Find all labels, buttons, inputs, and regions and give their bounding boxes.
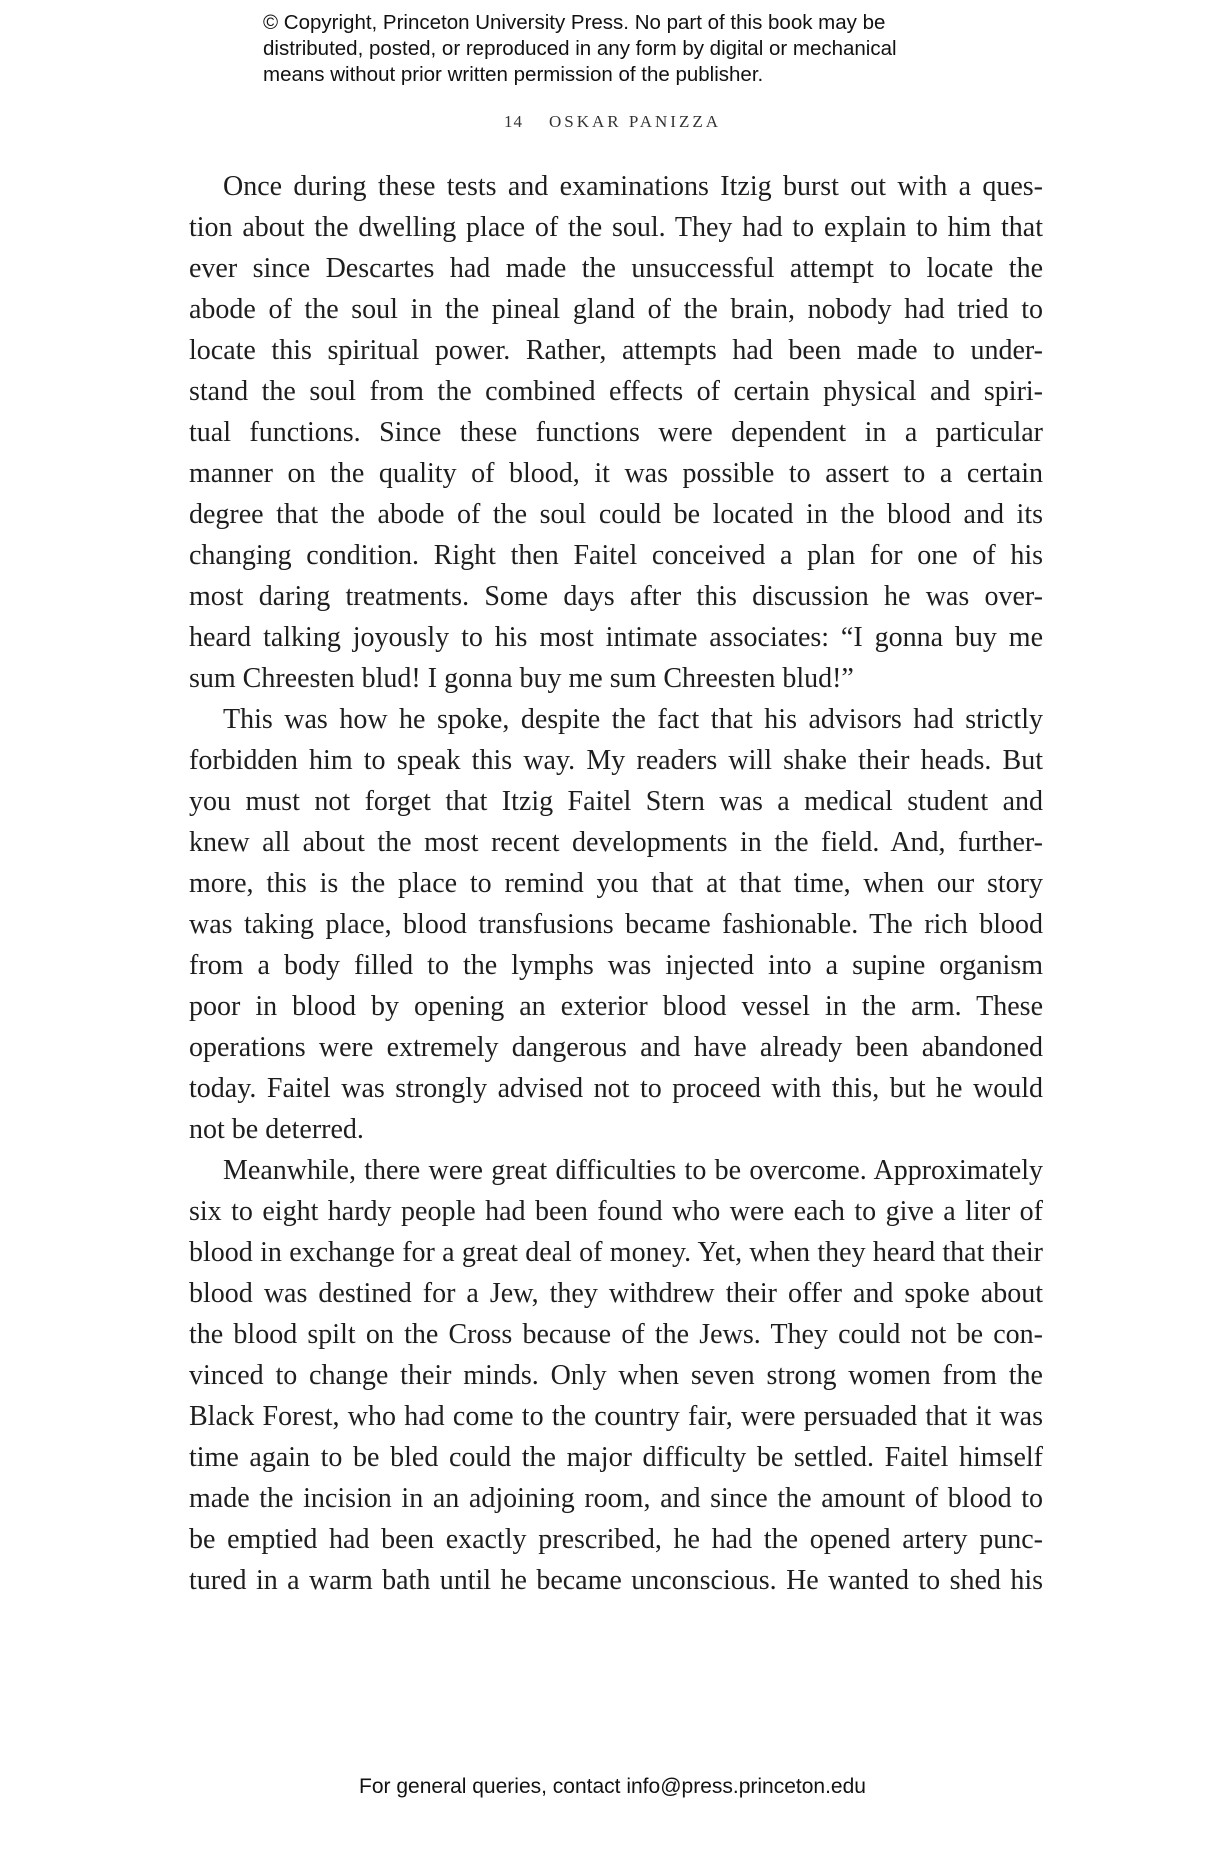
text-line: not be deterred.: [189, 1114, 364, 1145]
text-line: operations were extremely dangerous and have already been abandoned: [189, 1032, 1043, 1063]
text-line: tual functions. Since these functions were dependent in a particular: [189, 417, 1043, 448]
copyright-line: means without prior written permission of the publisher.: [263, 63, 764, 86]
text-line: be emptied had been exactly prescribed, he had the opened artery punc-: [189, 1524, 1043, 1555]
copyright-line: distributed, posted, or reproduced in any form by digital or mechanical: [263, 37, 897, 60]
body-text: [189, 166, 1043, 1601]
copyright-notice: [263, 10, 1023, 88]
text-line: time again to be bled could the major difficulty be settled. Faitel himself: [189, 1442, 1043, 1473]
text-line: heard talking joyously to his most intimate associates: “I gonna buy me: [189, 622, 1043, 653]
text-line: knew all about the most recent developments in the field. And, further-: [189, 827, 1043, 858]
text-line: tured in a warm bath until he became unconscious. He wanted to shed his: [189, 1565, 1043, 1596]
text-line: you must not forget that Itzig Faitel Stern was a medical student and: [189, 786, 1043, 817]
text-line: poor in blood by opening an exterior blood vessel in the arm. These: [189, 991, 1043, 1022]
text-line: sum Chreesten blud! I gonna buy me sum Chreesten blud!”: [189, 663, 854, 694]
text-line: blood in exchange for a great deal of money. Yet, when they heard that their: [189, 1237, 1043, 1268]
text-line: vinced to change their minds. Only when seven strong women from the: [189, 1360, 1043, 1391]
page-number: 14: [503, 112, 523, 131]
footer-contact: For general queries, contact info@press.princeton.edu: [359, 1775, 866, 1798]
text-line: blood was destined for a Jew, they withdrew their offer and spoke about: [189, 1278, 1043, 1309]
text-line: forbidden him to speak this way. My readers will shake their heads. But: [189, 745, 1043, 776]
text-line: more, this is the place to remind you that at that time, when our story: [189, 868, 1043, 899]
text-line: Meanwhile, there were great difficulties to be overcome. Approximately: [223, 1155, 1043, 1186]
text-line: degree that the abode of the soul could be located in the blood and its: [189, 499, 1043, 530]
text-line: most daring treatments. Some days after this discussion he was over-: [189, 581, 1043, 612]
running-head-author: OSKAR PANIZZA: [548, 112, 722, 131]
text-line: today. Faitel was strongly advised not to proceed with this, but he would: [189, 1073, 1043, 1104]
text-line: locate this spiritual power. Rather, attempts had been made to under-: [189, 335, 1043, 366]
text-line: the blood spilt on the Cross because of the Jews. They could not be con-: [189, 1319, 1043, 1350]
text-line: changing condition. Right then Faitel conceived a plan for one of his: [189, 540, 1043, 571]
text-line: Black Forest, who had come to the country fair, were persuaded that it was: [189, 1401, 1043, 1432]
text-line: manner on the quality of blood, it was possible to assert to a certain: [189, 458, 1043, 489]
running-head: [0, 112, 1225, 132]
text-line: was taking place, blood transfusions became fashionable. The rich blood: [189, 909, 1043, 940]
text-line: Once during these tests and examinations Itzig burst out with a ques-: [223, 171, 1043, 202]
paragraph: [189, 1150, 1043, 1601]
text-line: ever since Descartes had made the unsuccessful attempt to locate the: [189, 253, 1043, 284]
text-line: six to eight hardy people had been found who were each to give a liter of: [189, 1196, 1043, 1227]
text-line: This was how he spoke, despite the fact that his advisors had strictly: [223, 704, 1043, 735]
paragraph: [189, 166, 1043, 699]
text-line: tion about the dwelling place of the soul. They had to explain to him that: [189, 212, 1043, 243]
copyright-line: © Copyright, Princeton University Press. No part of this book may be: [263, 11, 886, 34]
paragraph: [189, 699, 1043, 1150]
text-line: from a body filled to the lymphs was injected into a supine organism: [189, 950, 1043, 981]
text-line: abode of the soul in the pineal gland of the brain, nobody had tried to: [189, 294, 1043, 325]
text-line: stand the soul from the combined effects of certain physical and spiri-: [189, 376, 1043, 407]
text-line: made the incision in an adjoining room, and since the amount of blood to: [189, 1483, 1043, 1514]
